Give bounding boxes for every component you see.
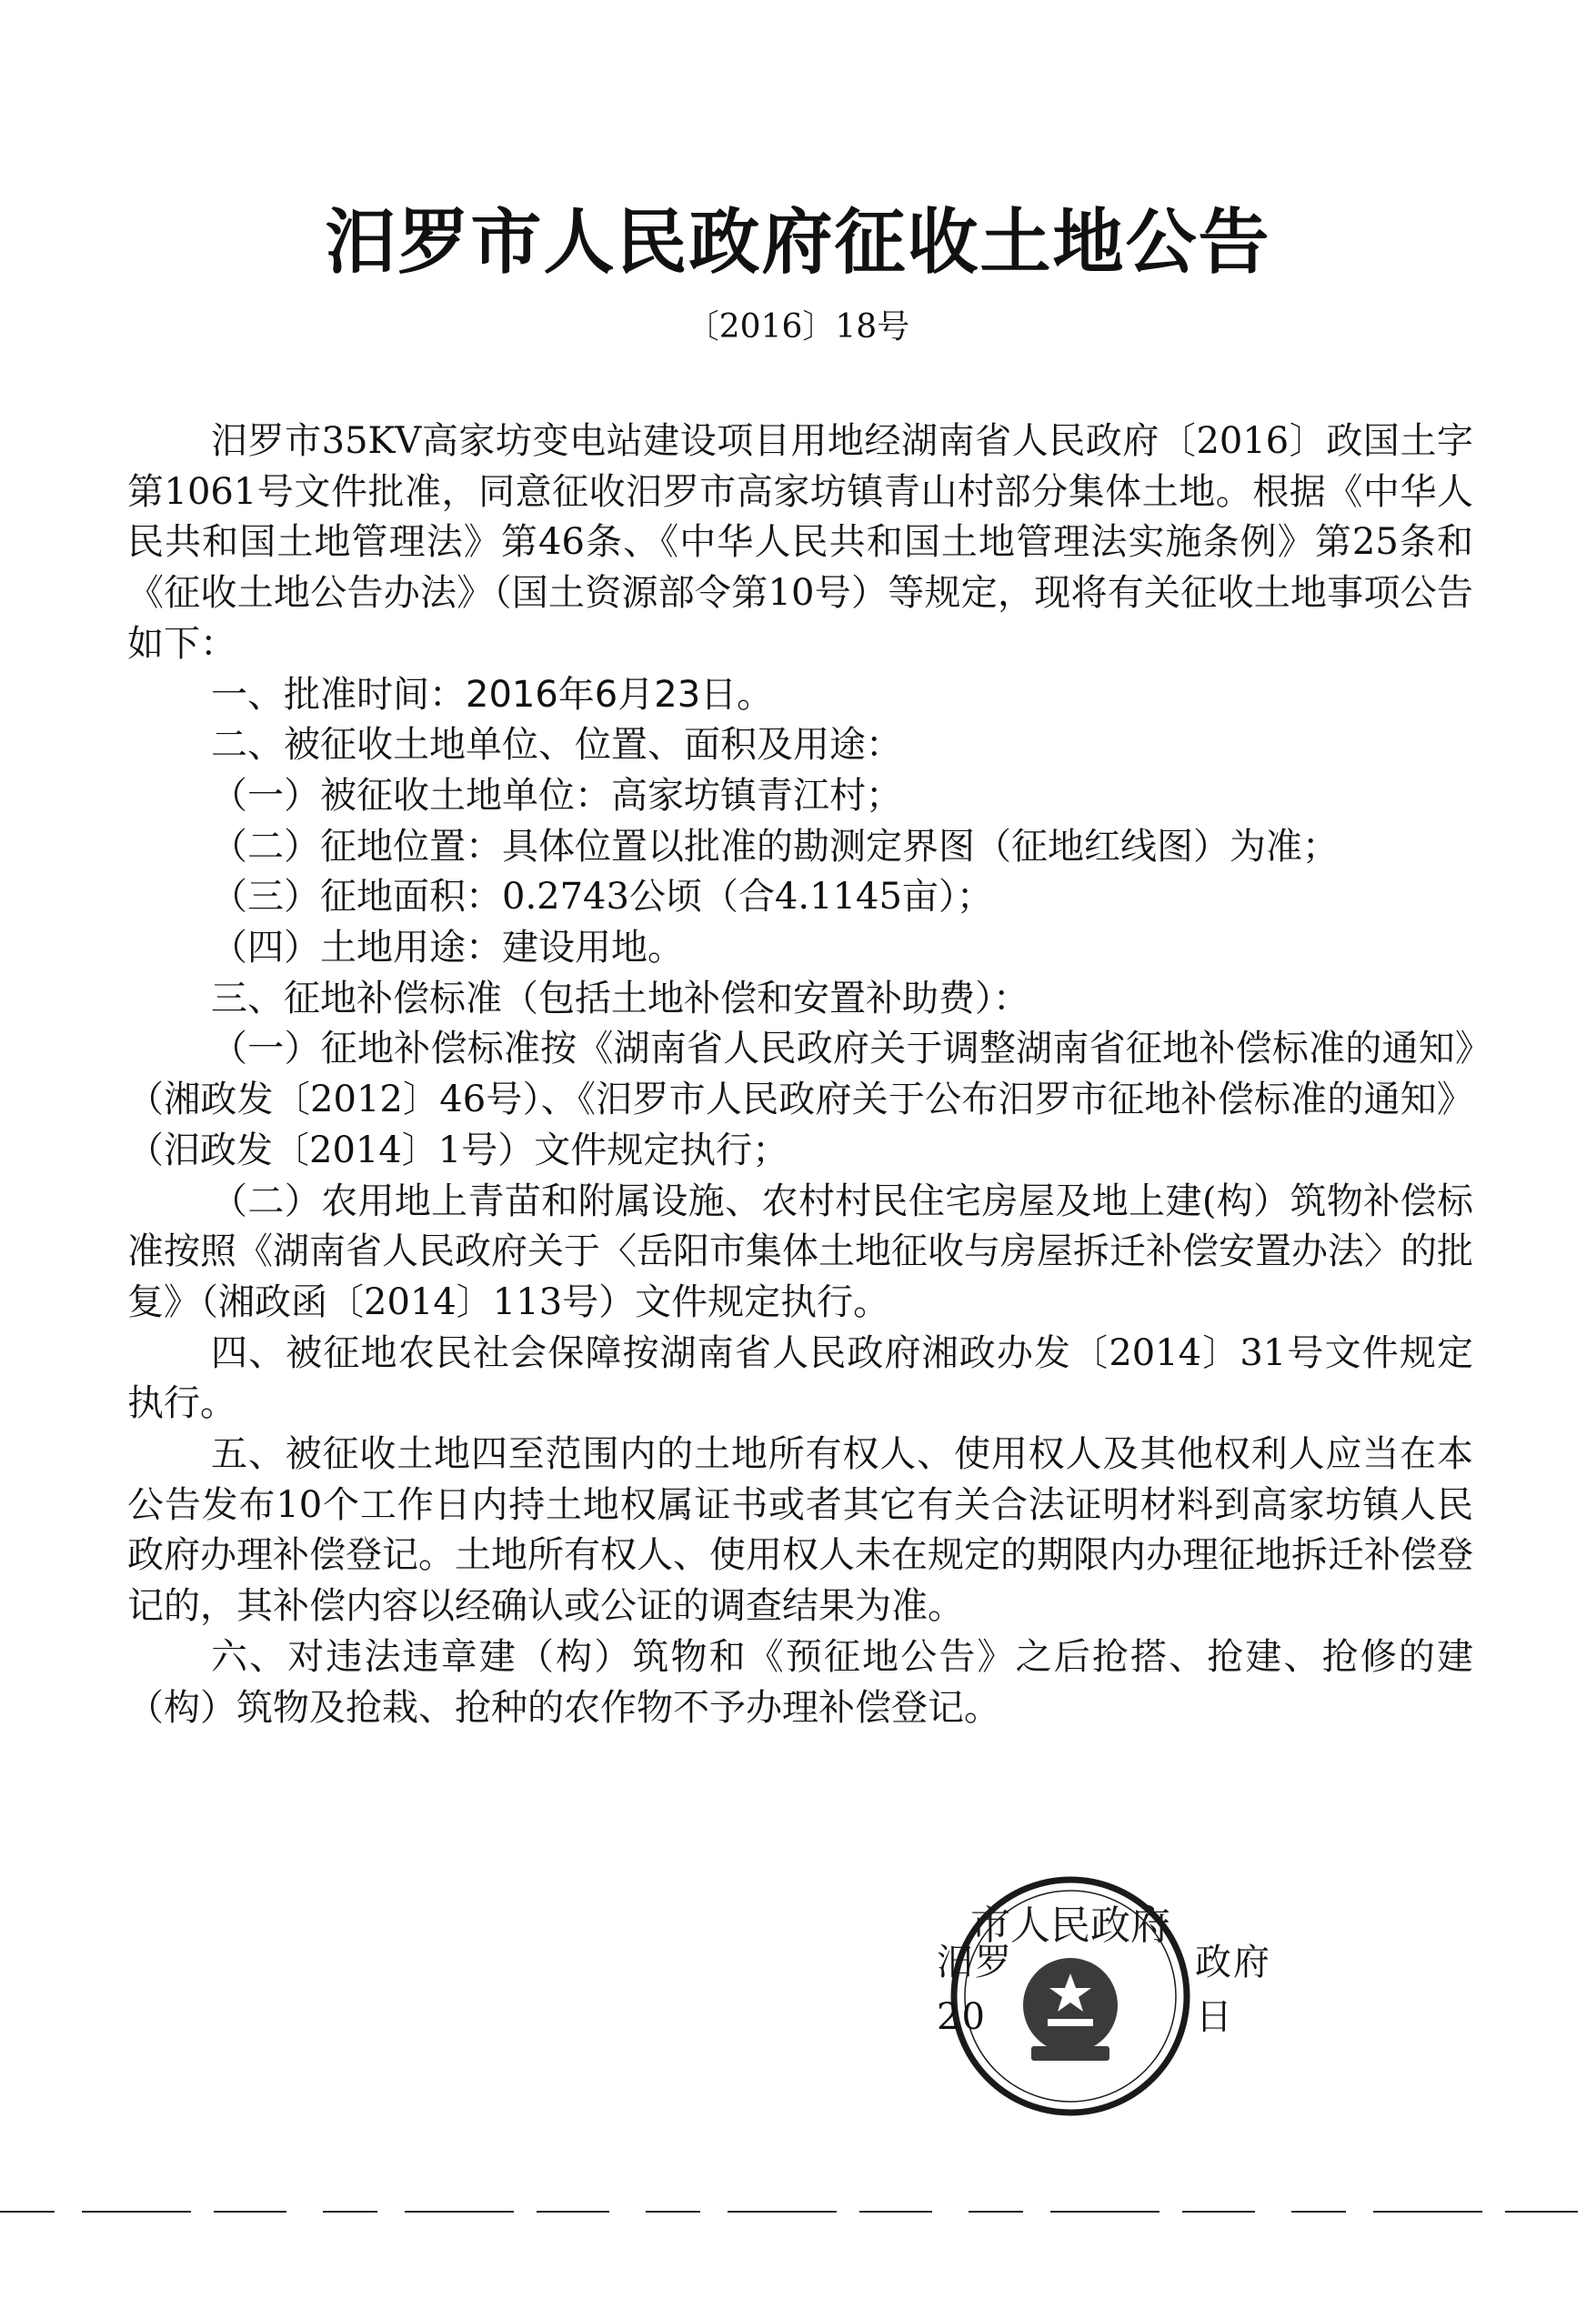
land-use: （四）土地用途：建设用地。 bbox=[211, 927, 684, 969]
document-title: 汨罗市人民政府征收土地公告 bbox=[325, 201, 1271, 284]
signature-date-tail: 日 bbox=[1195, 1996, 1234, 2038]
signature-issuer bbox=[937, 1937, 1271, 1988]
signature-date bbox=[937, 1992, 1234, 2043]
section-registration: 五、被征收土地四至范围内的土地所有权人、使用权人及其他权利人应当在本公告发布10个工作日内持土地权属证书或者其它有关合法证明材料到高家坊镇人民政府办理补偿登记。土地所有权人、使用权人未在规定的期限内办理征地拆迁补偿登记的，其补偿内容以经确认或公证的调查结果为准。 bbox=[127, 1433, 1473, 1628]
land-area: （三）征地面积：0.2743公顷（合4.1145亩）； bbox=[211, 876, 993, 919]
section-compensation-heading: 三、征地补偿标准（包括土地补偿和安置补助费）： bbox=[211, 977, 1029, 1019]
section-social-security: 四、被征地农民社会保障按湖南省人民政府湘政办发〔2014〕31号文件规定执行。 bbox=[127, 1331, 1473, 1425]
signature-date-head: 20 bbox=[937, 1996, 987, 2038]
document-number: 〔2016〕18号 bbox=[686, 308, 910, 346]
scan-cut-line bbox=[0, 2210, 1596, 2214]
compensation-standard-2: （二）农用地上青苗和附属设施、农村村民住宅房屋及地上建(构）筑物补偿标准按照《湖南省人民政府关于〈岳阳市集体土地征收与房屋拆迁补偿安置办法〉的批复》（湘政函〔2014〕113号）文件规定执行。 bbox=[127, 1180, 1473, 1323]
signature-issuer-head: 汨罗 bbox=[937, 1942, 1013, 1983]
signature-issuer-tail: 政府 bbox=[1195, 1942, 1271, 1983]
section-approval-time: 一、批准时间：2016年6月23日。 bbox=[211, 673, 774, 716]
land-unit: （一）被征收土地单位：高家坊镇青江村； bbox=[211, 774, 902, 817]
land-location: （二）征地位置：具体位置以批准的勘测定界图（征地红线图）为准； bbox=[211, 825, 1339, 868]
section-land-info-heading: 二、被征收土地单位、位置、面积及用途： bbox=[211, 724, 902, 767]
section-illegal-buildings: 六、对违法违章建（构）筑物和《预征地公告》之后抢搭、抢建、抢修的建（构）筑物及抢栽、抢种的农作物不予办理补偿登记。 bbox=[127, 1635, 1473, 1729]
paragraph-intro: 汨罗市35KV高家坊变电站建设项目用地经湖南省人民政府〔2016〕政国土字第1061号文件批准，同意征收汨罗市高家坊镇青山村部分集体土地。根据《中华人民共和国土地管理法》第46条、《中华人民共和国土地管理法实施条例》第25条和《征收土地公告办法》（国土资源部令第10号）等规定，现将有关征收土地事项公告如下： bbox=[127, 420, 1473, 665]
document-body bbox=[127, 417, 1473, 1733]
compensation-standard-1: （一）征地补偿标准按《湖南省人民政府关于调整湖南省征地补偿标准的通知》（湘政发〔2012〕46号）、《汨罗市人民政府关于公布汨罗市征地补偿标准的通知》（汨政发〔2014〕1号）文件规定执行； bbox=[127, 1028, 1473, 1171]
seal-text: 市人民政府 bbox=[970, 1902, 1170, 1949]
